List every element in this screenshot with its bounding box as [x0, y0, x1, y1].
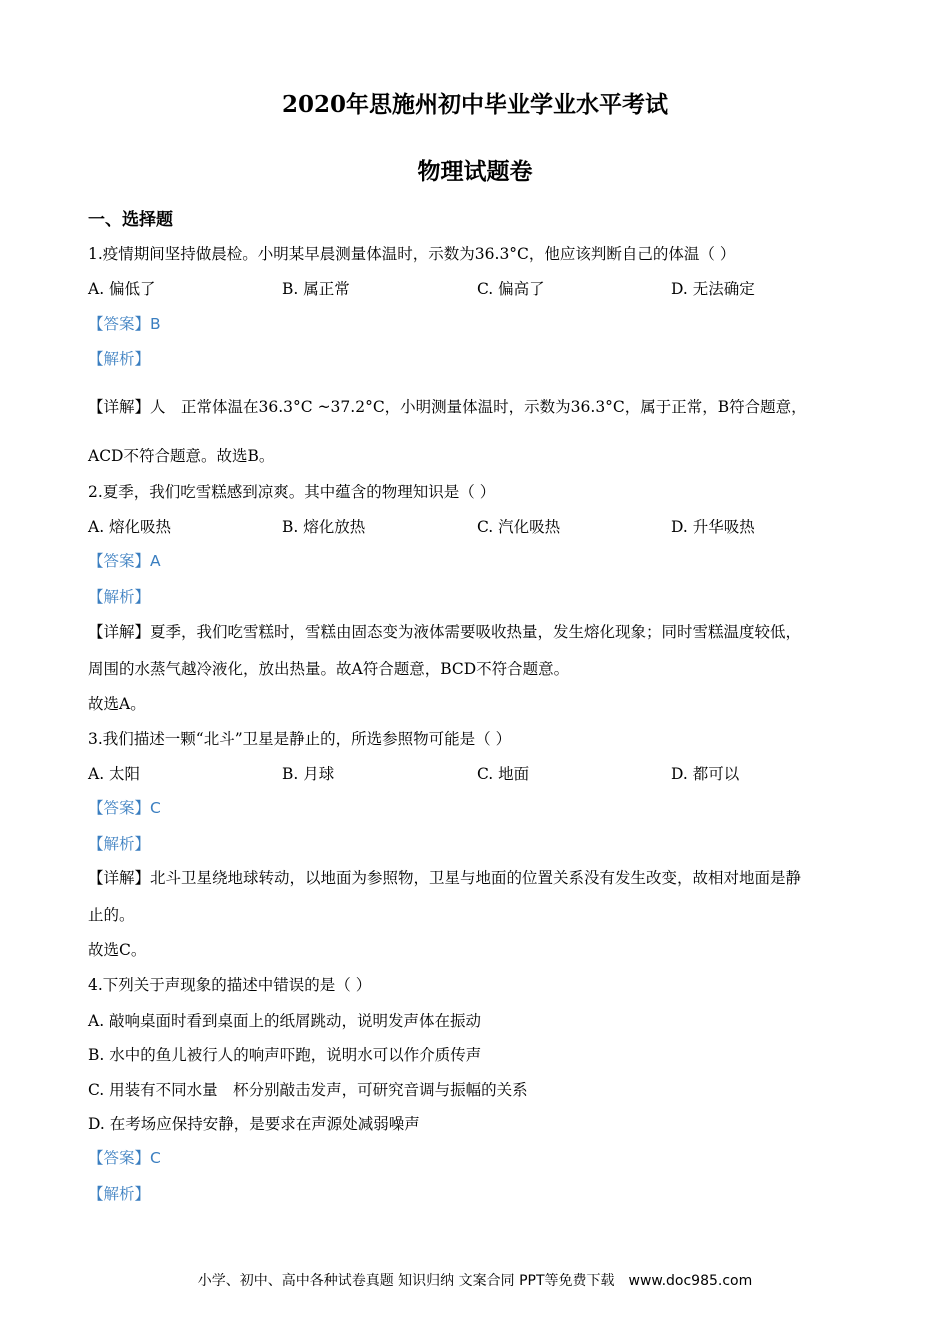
q3-option-b: B. 月球: [282, 765, 335, 783]
q3-answer: [88, 796, 161, 818]
q1-answer-value: B: [150, 315, 161, 333]
q2-answer: [88, 549, 161, 571]
q4-option-c: C. 用装有不同水量 杯分别敲击发声，可研究音调与振幅的关系: [88, 1081, 528, 1099]
q1-option-c: C. 偏高了: [477, 280, 545, 298]
q2-detail-line-3: 故选A。: [88, 695, 146, 713]
answer-label: 【答案】: [88, 552, 151, 570]
q3-stem: 3.我们描述一颗“北斗”卫星是静止的，所选参照物可能是（ ）: [88, 730, 512, 748]
q3-detail-line-3: 故选C。: [88, 941, 147, 959]
q4-stem: 4.下列关于声现象的描述中错误的是（ ）: [88, 976, 372, 994]
q4-answer-value: C: [150, 1149, 161, 1167]
q3-option-c: C. 地面: [477, 765, 530, 783]
q3-analysis: [88, 832, 150, 854]
q1-analysis: [88, 347, 150, 369]
page-footer: 小学、初中、高中各种试卷真题 知识归纳 文案合同 PPT等免费下载 www.doc985.com: [197, 1273, 753, 1289]
q2-detail-line-1: [88, 620, 801, 642]
q2-option-c: C. 汽化吸热: [477, 518, 561, 536]
q2-analysis: [88, 585, 150, 607]
answer-label: 【答案】: [88, 315, 151, 333]
q4-analysis: [88, 1182, 150, 1204]
q2-detail-text-1: 夏季，我们吃雪糕时，雪糕由固态变为液体需要吸收热量，发生熔化现象；同时雪糕温度较低，: [150, 623, 802, 641]
q1-detail-line-1: [88, 395, 807, 417]
q3-detail-text-1: 北斗卫星绕地球转动，以地面为参照物，卫星与地面的位置关系没有发生改变，故相对地面是静: [150, 869, 802, 887]
detail-label: 【详解】: [88, 398, 151, 416]
q4-option-b: B. 水中的鱼儿被行人的响声吓跑，说明水可以作介质传声: [88, 1046, 482, 1064]
q1-option-d: D. 无法确定: [671, 280, 755, 298]
exam-subtitle: 物理试题卷: [417, 158, 533, 185]
q1-answer: [88, 312, 161, 334]
answer-label: 【答案】: [88, 1149, 151, 1167]
analysis-label: 【解析】: [88, 835, 151, 853]
analysis-label: 【解析】: [88, 1185, 151, 1203]
q3-option-a: A. 太阳: [88, 765, 141, 783]
q3-detail-line-1: [88, 866, 801, 888]
detail-label: 【详解】: [88, 869, 151, 887]
q2-option-a: A. 熔化吸热: [88, 518, 172, 536]
q2-stem: 2.夏季，我们吃雪糕感到凉爽。其中蕴含的物理知识是（ ）: [88, 483, 496, 501]
section-heading: 一、选择题: [88, 210, 173, 230]
q1-option-b: B. 属正常: [282, 280, 350, 298]
q1-option-a: A. 偏低了: [88, 280, 156, 298]
q2-option-b: B. 熔化放热: [282, 518, 366, 536]
exam-title: 2020年思施州初中毕业学业水平考试: [281, 91, 668, 118]
analysis-label: 【解析】: [88, 588, 151, 606]
q1-detail-line-2: ACD不符合题意。故选B。: [88, 447, 275, 465]
detail-label: 【详解】: [88, 623, 151, 641]
q4-answer: [88, 1146, 161, 1168]
q3-detail-line-2: 止的。: [88, 906, 135, 924]
q3-answer-value: C: [150, 799, 161, 817]
q3-option-d: D. 都可以: [671, 765, 740, 783]
answer-label: 【答案】: [88, 799, 151, 817]
q2-detail-line-2: 周围的水蒸气越冷液化，放出热量。故A符合题意，BCD不符合题意。: [88, 660, 570, 678]
q4-option-a: A. 敲响桌面时看到桌面上的纸屑跳动，说明发声体在振动: [88, 1012, 482, 1030]
q1-stem: 1.疫情期间坚持做晨检。小明某早晨测量体温时，示数为36.3°C，他应该判断自己的体温（ ）: [88, 245, 736, 263]
q2-option-d: D. 升华吸热: [671, 518, 755, 536]
q1-detail-text-1: 人 正常体温在36.3°C ~37.2°C，小明测量体温时，示数为36.3°C，属于正常，B符合题意，: [150, 398, 807, 416]
q4-option-d: D. 在考场应保持安静，是要求在声源处减弱噪声: [88, 1115, 420, 1133]
analysis-label: 【解析】: [88, 350, 151, 368]
q2-answer-value: A: [150, 552, 161, 570]
